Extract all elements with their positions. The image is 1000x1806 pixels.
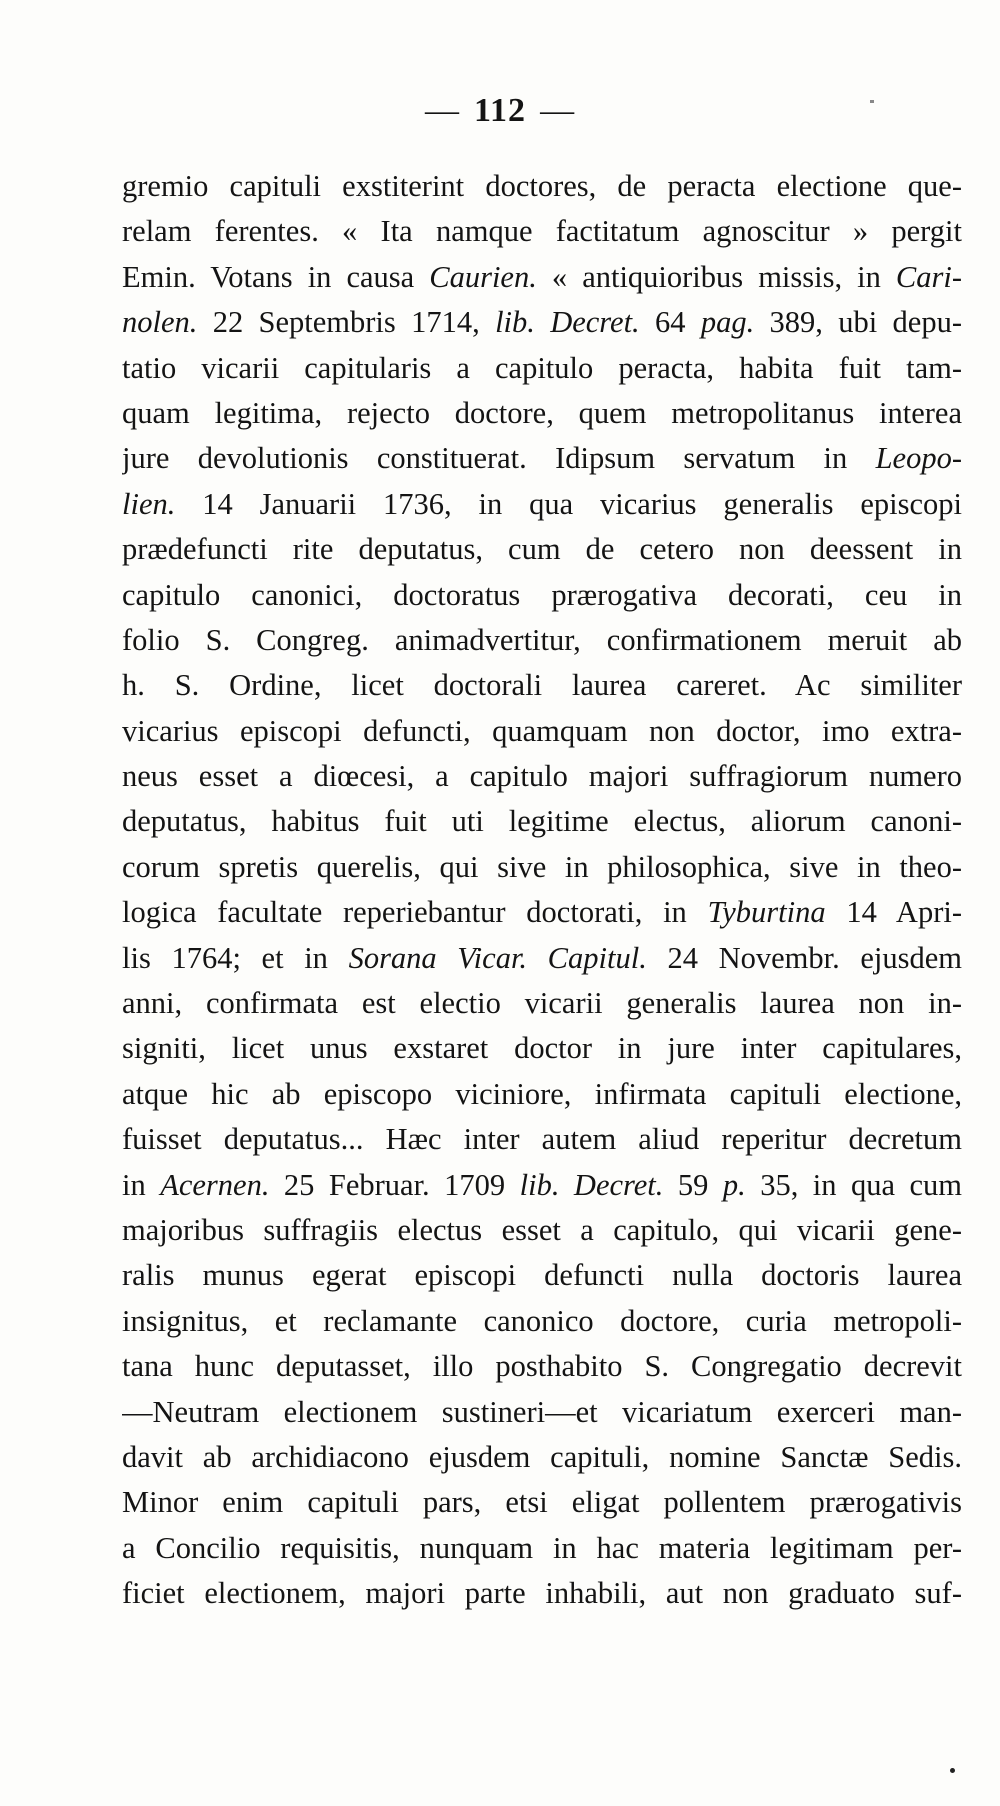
text-segment: 14 Januarii 1736, in qua vicarius generalis episcopi [175, 486, 962, 521]
text-segment: neus esset a diœcesi, a capitulo majori suffragiorum numero [122, 759, 962, 794]
page-header [0, 92, 1000, 130]
text-line [122, 1435, 962, 1480]
italic-segment: Cari- [895, 259, 962, 294]
text-segment: davit ab archidiacono ejusdem capituli, nomine Sanctæ Sedis. [122, 1439, 962, 1474]
italic-segment: Leopo- [875, 441, 962, 476]
header-dash-left: — [424, 92, 460, 129]
text-segment: anni, confirmata est electio vicarii generalis laurea non in- [122, 986, 962, 1021]
text-segment: —Neutram electionem sustineri—et vicariatum exerceri man- [122, 1394, 962, 1429]
italic-segment: lien. [122, 486, 176, 521]
text-line [122, 482, 962, 527]
text-segment: in [122, 1167, 161, 1202]
text-line [122, 1390, 962, 1435]
text-line [122, 1299, 962, 1344]
text-segment: 25 Februar. 1709 [269, 1167, 520, 1202]
italic-segment: lib. Decret. [495, 305, 640, 340]
text-line [122, 890, 962, 935]
italic-segment: Acernen. [160, 1167, 270, 1202]
text-segment: Minor enim capituli pars, etsi eligat pollentem prærogativis [122, 1485, 962, 1520]
text-line [122, 1026, 962, 1071]
text-segment: 24 Novembr. ejusdem [646, 940, 962, 975]
italic-segment: Tyburtina [707, 895, 826, 930]
text-line [122, 573, 962, 618]
text-line [122, 1117, 962, 1162]
italic-segment: nolen. [122, 305, 198, 340]
text-segment: insignitus, et reclamante canonico doctore, curia metropoli- [122, 1303, 962, 1338]
header-dash-right: — [540, 92, 576, 129]
text-line [122, 1163, 962, 1208]
text-line [122, 436, 962, 481]
text-segment: tana hunc deputasset, illo posthabito S. Congregatio decrevit [122, 1349, 962, 1384]
text-line [122, 799, 962, 844]
text-line [122, 845, 962, 890]
text-segment: « antiquioribus missis, in [536, 259, 896, 294]
text-segment: h. S. Ordine, licet doctorali laurea careret. Ac similiter [122, 668, 962, 703]
text-line [122, 618, 962, 663]
text-segment: 389, ubi depu- [754, 305, 962, 340]
text-line [122, 391, 962, 436]
text-segment: atque hic ab episcopo viciniore, infirmata capituli electione, [122, 1076, 962, 1111]
text-line [122, 663, 962, 708]
text-segment: 22 Septembris 1714, [197, 305, 496, 340]
text-segment: ralis munus egerat episcopi defuncti nulla doctoris laurea [122, 1258, 962, 1293]
text-segment: relam ferentes. « Ita namque factitatum agnoscitur » pergit [122, 214, 962, 249]
text-line [122, 981, 962, 1026]
text-line [122, 164, 962, 209]
text-line [122, 346, 962, 391]
text-line [122, 1480, 962, 1525]
text-segment: 64 [639, 305, 701, 340]
text-line [122, 1571, 962, 1616]
italic-segment: Sorana Vicar. Capitul. [348, 940, 647, 975]
text-segment: majoribus suffragiis electus esset a capitulo, qui vicarii gene- [122, 1212, 962, 1247]
signature-mark [950, 1768, 955, 1773]
text-line [122, 255, 962, 300]
text-segment: lis 1764; et in [122, 940, 349, 975]
text-segment: signiti, licet unus exstaret doctor in jure inter capitulares, [122, 1031, 962, 1066]
text-segment: deputatus, habitus fuit uti legitime electus, aliorum canoni- [122, 804, 962, 839]
text-segment: prædefuncti rite deputatus, cum de cetero non deessent in [122, 532, 962, 567]
text-line [122, 300, 962, 345]
text-segment: jure devolutionis constituerat. Idipsum servatum in [122, 441, 876, 476]
text-segment: ficiet electionem, majori parte inhabili, aut non graduato suf- [122, 1576, 962, 1611]
text-segment: corum spretis querelis, qui sive in philosophica, sive in theo- [122, 849, 962, 884]
text-line [122, 754, 962, 799]
text-line [122, 527, 962, 572]
text-segment: folio S. Congreg. animadvertitur, confirmationem meruit ab [122, 622, 962, 657]
text-segment: capitulo canonici, doctoratus prærogativa decorati, ceu in [122, 577, 962, 612]
body-text [122, 164, 962, 1617]
text-line [122, 709, 962, 754]
text-line [122, 1072, 962, 1117]
text-line [122, 1253, 962, 1298]
page-number: 112 [473, 92, 527, 129]
text-segment: Emin. Votans in causa [122, 259, 430, 294]
text-segment: tatio vicarii capitularis a capitulo peracta, habita fuit tam- [122, 350, 962, 385]
text-line [122, 209, 962, 254]
text-segment: 59 [663, 1167, 723, 1202]
text-segment: quam legitima, rejecto doctore, quem metropolitanus interea [122, 395, 962, 430]
text-line [122, 1208, 962, 1253]
italic-segment: pag. [700, 305, 755, 340]
italic-segment: p. [722, 1167, 746, 1202]
text-segment: 14 Apri- [825, 895, 962, 930]
text-line [122, 1344, 962, 1389]
text-line [122, 1526, 962, 1571]
text-segment: a Concilio requisitis, nunquam in hac materia legitimam per- [122, 1530, 962, 1565]
text-segment: gremio capituli exstiterint doctores, de peracta electione que- [122, 169, 962, 203]
text-segment: fuisset deputatus... Hæc inter autem aliud reperitur decretum [122, 1122, 962, 1157]
italic-segment: lib. Decret. [519, 1167, 664, 1202]
text-segment: 35, in qua cum [745, 1167, 962, 1202]
text-segment: logica facultate reperiebantur doctorati, in [122, 895, 708, 930]
text-segment: vicarius episcopi defuncti, quamquam non doctor, imo extra- [122, 713, 962, 748]
text-line [122, 936, 962, 981]
italic-segment: Caurien. [429, 259, 537, 294]
